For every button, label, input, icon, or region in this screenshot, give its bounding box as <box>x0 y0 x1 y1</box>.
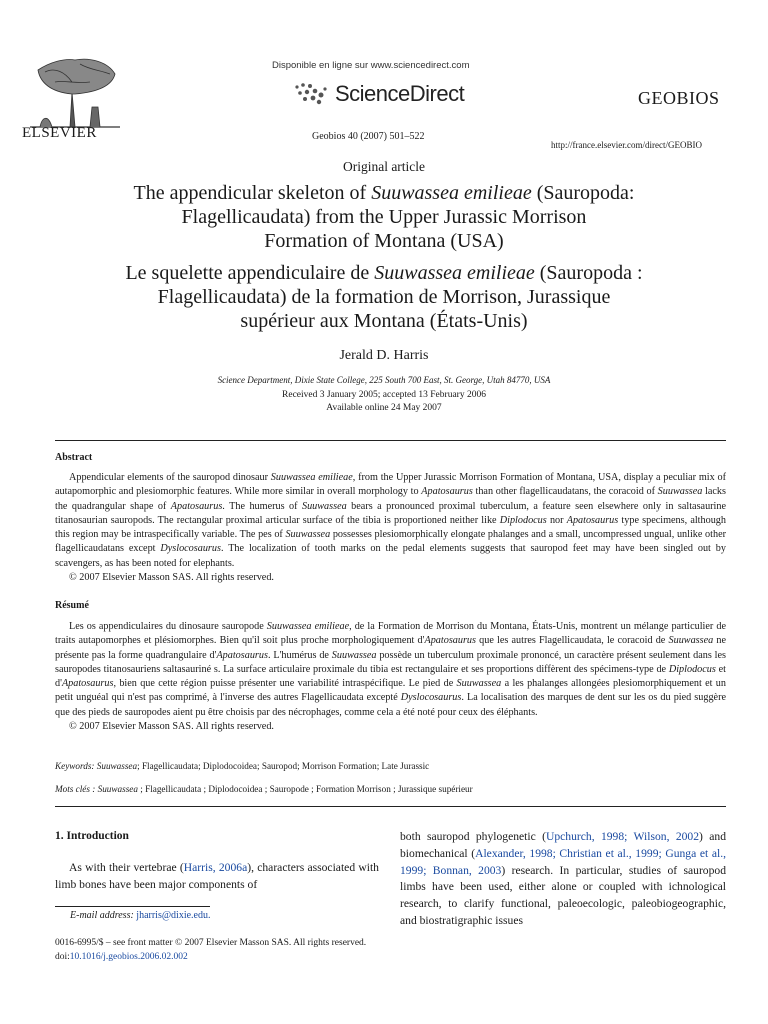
keywords: Keywords: Suuwassea; Flagellicaudata; Diplodocoidea; Sauropod; Morrison Formation; Late Jurassic <box>55 761 430 771</box>
publisher-name: ELSEVIER <box>22 125 97 141</box>
sciencedirect-dots-icon <box>293 81 329 107</box>
issn-doi: 0016-6995/$ – see front matter © 2007 Elsevier Masson SAS. All rights reserved. doi:10.1016/j.geobios.2006.02.002 <box>55 938 367 962</box>
title-french: Le squelette appendiculaire de Suuwassea emilieae (Sauropoda : Flagellicaudata) de la formation de Morrison, Jurassique supérieur aux Montana (États-Unis) <box>125 262 643 332</box>
species-name: Suuwassea emilieae <box>374 262 535 284</box>
abstract-body: Appendicular elements of the sauropod dinosaur Suuwassea emilieae, from the Upper Jurassic Morrison Formation of Montana, USA, display a peculiar mix of autapomorphic and plesiomorphic features. While more similar in overall morphology to Apatosaurus than other flagellicaudatans, the coracoid of Suuwassea lacks the quadrangular shape of Apatosaurus. The humerus of Suuwassea bears a pronounced proximal tuberculum, a feature seen elsewhere only in saltasaurine titanosaurian sauropods. The rectangular proximal articular surface of the tibia is proportioned neither like Diplodocus nor Apatosaurus type specimens, although this region may be intraspecifically variable. The pes of Suuwassea possesses plesiomorphically elongate phalanges and a small, uncompressed ungual, unlike other flagellicaudatans except Dyslocosaurus. The localization of tooth marks on the pedal elements suggests that sauropod feet may have been singled out by scavengers, as has been noted for elephants. © 2007 Elsevier Masson SAS. All rights reserved. <box>55 471 726 585</box>
intro-right-column: both sauropod phylogenetic (Upchurch, 1998; Wilson, 2002) and biomechanical (Alexander, 1998; Christian et al., 1999; Gunga et al., 1999; Bonnan, 2003) research. In particular, studies of sauropod limbs have been used, either alone or coupled with ichnological research, to clarify functional, paleoecologic, paleobiogeographic, and biostratigraphic issues <box>400 830 727 927</box>
species-name: Suuwassea emilieae <box>371 182 532 204</box>
journal-name: GEOBIOS <box>638 88 720 108</box>
abstract-heading: Abstract <box>55 452 93 463</box>
online-date: Available online 24 May 2007 <box>326 403 442 413</box>
sciencedirect-name: ScienceDirect <box>335 81 465 106</box>
journal-reference: Geobios 40 (2007) 501–522 <box>312 131 425 142</box>
divider <box>55 806 726 807</box>
elsevier-tree-logo <box>20 52 130 132</box>
sciencedirect-logo <box>293 80 464 108</box>
resume-heading: Résumé <box>55 600 89 611</box>
divider <box>55 440 726 441</box>
footnote-divider <box>55 906 210 907</box>
citation-link[interactable]: Upchurch, 1998; Wilson, 2002 <box>545 830 700 843</box>
author-affiliation: Science Department, Dixie State College, 225 South 700 East, St. George, Utah 84770, USA <box>217 375 551 385</box>
author-email: E-mail address: jharris@dixie.edu. <box>70 910 211 921</box>
intro-left-column: As with their vertebrae (Harris, 2006a), characters associated with limb bones have been major components of <box>55 861 379 891</box>
received-dates: Received 3 January 2005; accepted 13 February 2006 <box>282 390 486 400</box>
doi-link[interactable]: 10.1016/j.geobios.2006.02.002 <box>69 952 188 962</box>
email-link[interactable]: jharris@dixie.edu. <box>136 910 211 921</box>
issn-line: 0016-6995/$ – see front matter © 2007 Elsevier Masson SAS. All rights reserved. <box>55 938 367 948</box>
article-type: Original article <box>342 159 426 174</box>
abstract-copyright: © 2007 Elsevier Masson SAS. All rights reserved. <box>69 572 274 584</box>
title-english: The appendicular skeleton of Suuwassea emilieae (Sauropoda: Flagellicaudata) from the Upper Jurassic Morrison Formation of Montana (USA) <box>133 182 635 252</box>
author-name: Jerald D. Harris <box>339 348 429 363</box>
resume-body: Les os appendiculaires du dinosaure sauropode Suuwassea emilieae, de la Formation de Morrison du Montana, États-Unis, montrent un mélange particulier de traits autapomorphes et plésiomorphes. Bien qu'il soit plus proche morphologiquement d'Apatosaurus que les autres Flagellicaudata, le coracoid de Suuwassea ne présente pas la forme quadrangulaire d'Apatosaurus. L'humérus de Suuwassea possède un tuberculum proximale prononcé, un caractère présent seulement dans les sauropodes titanosauriens saltasauriné s. La surface articulaire proximale du tibia est rectangulaire et ses proportions diffèrent des spécimens-type de Diplodocus et d'Apatosaurus, bien que cette région puisse présenter une variabilité intraspécifique. Le pied de Suuwassea a les phalanges allongées plesiomorphiquement et un petit unguéal qui n'est pas comprimé, à l'inverse des autres Flagellicaudata excepté Dyslocosaurus. La localisation des marques de dent sur les os du pied suggère que des pieds de sauropodes aient pu être choisis par des nécrophages, comme cela a été noté pour ceux des éléphants. © 2007 Elsevier Masson SAS. All rights reserved. <box>55 620 726 734</box>
availability-text: Disponible en ligne sur www.sciencedirect.com <box>272 60 470 71</box>
intro-heading: 1. Introduction <box>55 830 129 842</box>
resume-copyright: © 2007 Elsevier Masson SAS. All rights reserved. <box>69 721 274 733</box>
citation-link[interactable]: Harris, 2006a <box>183 861 248 874</box>
journal-url[interactable]: http://france.elsevier.com/direct/GEOBIO <box>551 140 702 150</box>
mots-cles: Mots clés : Suuwassea ; Flagellicaudata ; Diplodocoidea ; Sauropode ; Formation Morrison ; Jurassique supérieur <box>55 784 473 794</box>
citation-link[interactable]: Alexander, 1998; Christian et al., 1999; Gunga et al., 1999; Bonnan, 2003 <box>400 846 727 877</box>
